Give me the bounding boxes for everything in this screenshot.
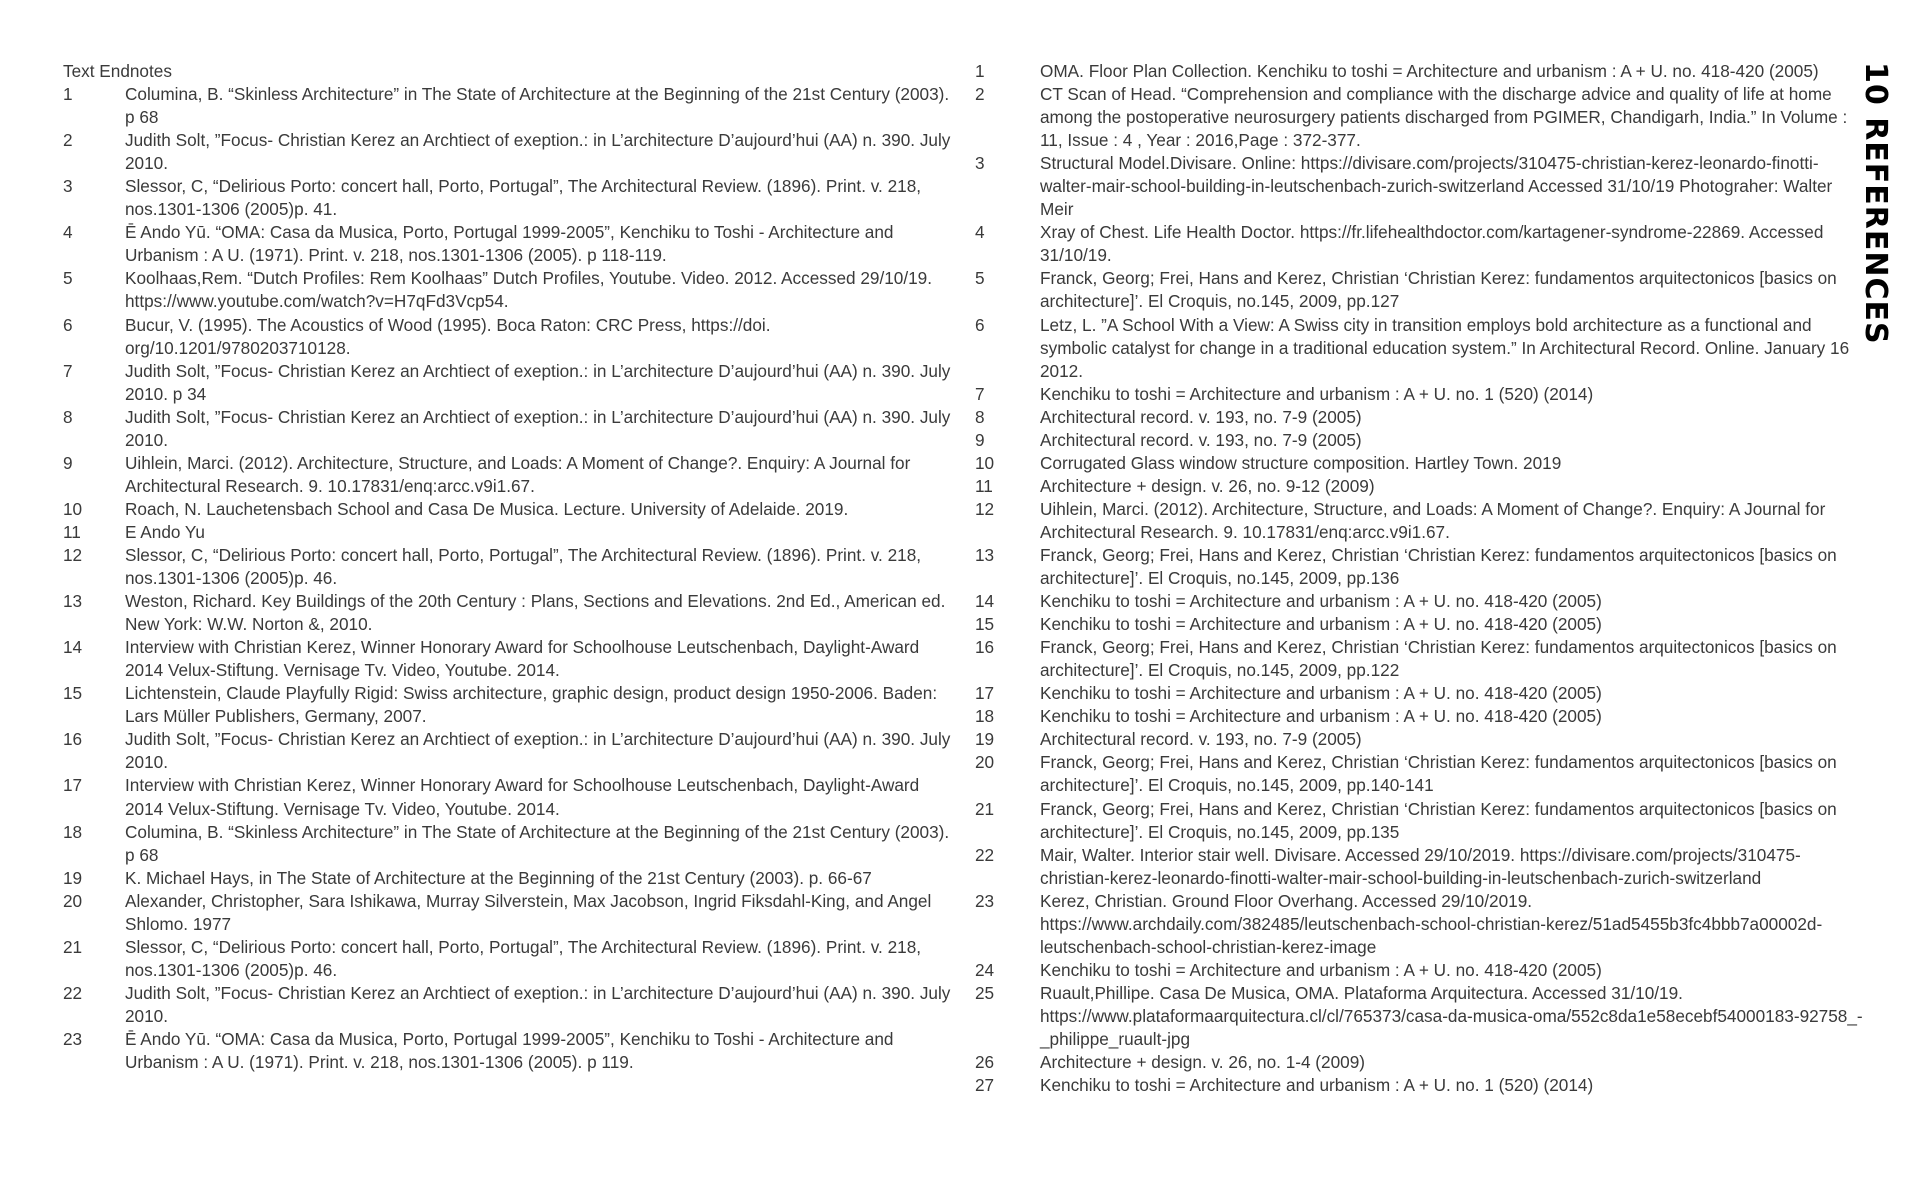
reference-item [975, 429, 1867, 452]
reference-number: 18 [63, 821, 83, 842]
reference-text: Interview with Christian Kerez, Winner Honorary Award for Schoolhouse Leutschenbach, Daylight-Award 2014 Velux-Stiftung. Vernisage Tv. Video, Youtube. 2014. [125, 775, 920, 819]
reference-number: 8 [63, 406, 73, 427]
reference-number: 23 [63, 1028, 83, 1049]
reference-text: Architectural record. v. 193, no. 7-9 (2005) [1040, 729, 1362, 750]
reference-item [63, 452, 953, 498]
reference-number: 3 [63, 176, 73, 197]
reference-item [975, 844, 1867, 890]
reference-text: Kenchiku to toshi = Architecture and urbanism : A + U. no. 418-420 (2005) [1040, 959, 1602, 980]
reference-number: 11 [975, 475, 993, 496]
reference-text: Franck, Georg; Frei, Hans and Kerez, Christian ‘Christian Kerez: fundamentos arquitectonicos [basics on architecture]’. El Croquis, no.145, 2009, pp.140-141 [1040, 752, 1837, 796]
reference-number: 9 [975, 429, 985, 450]
reference-number: 3 [975, 153, 985, 174]
reference-text: Xray of Chest. Life Health Doctor. https://fr.lifehealthdoctor.com/kartagener-syndrome-22869. Accessed 31/10/19. [1040, 222, 1824, 266]
reference-number: 5 [975, 268, 985, 289]
reference-text: Architecture + design. v. 26, no. 1-4 (2009) [1040, 1052, 1365, 1073]
reference-number: 19 [975, 729, 995, 750]
reference-number: 9 [63, 452, 73, 473]
reference-number: 6 [975, 314, 985, 335]
reference-number: 25 [975, 982, 995, 1003]
reference-item [63, 682, 953, 728]
reference-text: Judith Solt, ”Focus- Christian Kerez an Archtiect of exeption.: in L’architecture D’aujourd’hui (AA) n. 390. July 2010. [125, 406, 951, 450]
reference-number: 26 [975, 1052, 995, 1073]
reference-text: Ruault,Phillipe. Casa De Musica, OMA. Plataforma Arquitectura. Accessed 31/10/19. https://www.plataformaarquitectura.cl/cl/765373/casa-da-musica-oma/552c8da1e58ecebf54000183-92758_-_philippe_ruault-jpg [1040, 982, 1863, 1049]
reference-item [63, 175, 953, 221]
reference-text: Kenchiku to toshi = Architecture and urbanism : A + U. no. 418-420 (2005) [1040, 706, 1602, 727]
reference-text: Ē Ando Yū. “OMA: Casa da Musica, Porto, Portugal 1999-2005”, Kenchiku to Toshi - Architecture and Urbanism : A U. (1971). Print. v. 218, nos.1301-1306 (2005). p 119. [125, 1028, 894, 1073]
reference-number: 22 [63, 982, 83, 1003]
reference-number: 1 [63, 84, 73, 105]
reference-item [975, 83, 1867, 152]
reference-item [975, 798, 1867, 844]
reference-item [63, 936, 953, 982]
reference-item [975, 636, 1867, 682]
reference-number: 16 [975, 637, 995, 658]
page-title: 10 REFERENCES [1858, 62, 1893, 345]
text-endnotes-column [63, 60, 953, 1074]
text-endnotes-heading: Text Endnotes [63, 61, 172, 81]
reference-item [63, 636, 953, 682]
reference-item [975, 406, 1867, 429]
reference-text: Weston, Richard. Key Buildings of the 20th Century : Plans, Sections and Elevations. 2nd Ed., American ed. New York: W.W. Norton &, 2010. [125, 591, 946, 635]
reference-item [63, 498, 953, 521]
reference-text: Kenchiku to toshi = Architecture and urbanism : A + U. no. 1 (520) (2014) [1040, 383, 1594, 404]
reference-text: Kenchiku to toshi = Architecture and urbanism : A + U. no. 418-420 (2005) [1040, 591, 1602, 612]
reference-number: 18 [975, 706, 995, 727]
reference-text: Franck, Georg; Frei, Hans and Kerez, Christian ‘Christian Kerez: fundamentos arquitectonicos [basics on architecture]’. El Croquis, no.145, 2009, pp.136 [1040, 544, 1837, 589]
reference-item [63, 821, 953, 867]
reference-text: Judith Solt, ”Focus- Christian Kerez an Archtiect of exeption.: in L’architecture D’aujourd’hui (AA) n. 390. July 2010. p 34 [125, 360, 951, 404]
reference-text: Kenchiku to toshi = Architecture and urbanism : A + U. no. 418-420 (2005) [1040, 614, 1602, 635]
reference-text: Architectural record. v. 193, no. 7-9 (2005) [1040, 429, 1362, 450]
reference-number: 13 [975, 544, 995, 565]
reference-item [975, 1051, 1867, 1074]
reference-number: 10 [975, 452, 995, 473]
reference-text: Judith Solt, ”Focus- Christian Kerez an Archtiect of exeption.: in L’architecture D’aujourd’hui (AA) n. 390. July 2010. [125, 130, 951, 174]
reference-text: Architectural record. v. 193, no. 7-9 (2005) [1040, 406, 1362, 427]
image-references-column [975, 60, 1867, 1097]
reference-number: 21 [975, 798, 995, 819]
reference-number: 4 [975, 222, 985, 243]
reference-number: 14 [975, 591, 995, 612]
reference-item [975, 475, 1867, 498]
reference-item [975, 613, 1867, 636]
reference-text: Kenchiku to toshi = Architecture and urbanism : A + U. no. 1 (520) (2014) [1040, 1075, 1594, 1096]
reference-text: Letz, L. ”A School With a View: A Swiss city in transition employs bold architecture as a functional and symbolic catalyst for change in a traditional education system.” In Architectural Record. Online. January 16 2012. [1040, 314, 1850, 381]
reference-item [63, 890, 953, 936]
reference-text: CT Scan of Head. “Comprehension and compliance with the discharge advice and quality of life at home among the postoperative neurosurgery patients discharged from PGIMER, Chandigarh, India.” In Volume : 11, Issue : 4 , Year : 2016,Page : 372-377. [1040, 84, 1848, 151]
reference-number: 15 [975, 614, 995, 635]
reference-number: 1 [975, 61, 985, 81]
reference-number: 13 [63, 591, 83, 612]
reference-text: Columina, B. “Skinless Architecture” in The State of Architecture at the Beginning of the 21st Century (2003). p 68 [125, 821, 950, 865]
reference-text: Architecture + design. v. 26, no. 9-12 (2009) [1040, 475, 1375, 496]
reference-number: 12 [975, 498, 995, 519]
reference-number: 10 [63, 498, 83, 519]
reference-item [63, 129, 953, 175]
reference-text: Slessor, C, “Delirious Porto: concert hall, Porto, Portugal”, The Architectural Review. (1896). Print. v. 218, nos.1301-1306 (2005)p. 46. [125, 544, 922, 589]
reference-number: 23 [975, 890, 995, 911]
reference-number: 7 [975, 383, 985, 404]
reference-number: 15 [63, 683, 83, 704]
reference-number: 5 [63, 268, 73, 289]
reference-item [975, 728, 1867, 751]
reference-number: 6 [63, 314, 73, 335]
reference-item [975, 705, 1867, 728]
reference-text: K. Michael Hays, in The State of Architecture at the Beginning of the 21st Century (2003). p. 66-67 [125, 867, 872, 888]
reference-item [975, 590, 1867, 613]
reference-text: Bucur, V. (1995). The Acoustics of Wood (1995). Boca Raton: CRC Press, https://doi. org/10.1201/9780203710128. [125, 314, 771, 358]
reference-number: 24 [975, 959, 995, 980]
reference-text: Uihlein, Marci. (2012). Architecture, Structure, and Loads: A Moment of Change?. Enquiry: A Journal for Architectural Research. 9. 10.17831/enq:arcc.v9i1.67. [1040, 498, 1826, 542]
reference-text: Mair, Walter. Interior stair well. Divisare. Accessed 29/10/2019. https://divisare.com/projects/310475-christian-kerez-leonardo-finotti-walter-mair-school-building-in-leutschenbach-zurich-switzerland [1040, 844, 1801, 888]
reference-text: Columina, B. “Skinless Architecture” in The State of Architecture at the Beginning of the 21st Century (2003). p 68 [125, 84, 950, 128]
reference-number: 14 [63, 637, 83, 658]
reference-item [975, 60, 1867, 83]
reference-item [63, 867, 953, 890]
reference-item [63, 406, 953, 452]
reference-number: 17 [63, 775, 83, 796]
reference-item [975, 751, 1867, 797]
reference-number: 12 [63, 544, 83, 565]
reference-number: 2 [63, 130, 73, 151]
reference-item [63, 521, 953, 544]
reference-item [975, 544, 1867, 590]
reference-text: Judith Solt, ”Focus- Christian Kerez an Archtiect of exeption.: in L’architecture D’aujourd’hui (AA) n. 390. July 2010. [125, 982, 951, 1026]
reference-number: 19 [63, 867, 83, 888]
reference-number: 8 [975, 406, 985, 427]
reference-number: 17 [975, 683, 995, 704]
reference-item [63, 982, 953, 1028]
reference-text: Interview with Christian Kerez, Winner Honorary Award for Schoolhouse Leutschenbach, Daylight-Award 2014 Velux-Stiftung. Vernisage Tv. Video, Youtube. 2014. [125, 637, 920, 681]
reference-text: Uihlein, Marci. (2012). Architecture, Structure, and Loads: A Moment of Change?. Enquiry: A Journal for Architectural Research. 9. 10.17831/enq:arcc.v9i1.67. [125, 452, 911, 496]
reference-text: E Ando Yu [125, 521, 205, 542]
reference-text: Slessor, C, “Delirious Porto: concert hall, Porto, Portugal”, The Architectural Review. (1896). Print. v. 218, nos.1301-1306 (2005)p. 46. [125, 936, 922, 980]
reference-text: Structural Model.Divisare. Online: https://divisare.com/projects/310475-christian-kerez-leonardo-finotti-walter-mair-school-building-in-leutschenbach-zurich-switzerland Accessed 31/10/19 Photograher: Walter Meir [1040, 153, 1833, 220]
reference-number: 20 [975, 752, 995, 773]
reference-number: 2 [975, 84, 985, 105]
reference-text: Judith Solt, ”Focus- Christian Kerez an Archtiect of exeption.: in L’architecture D’aujourd’hui (AA) n. 390. July 2010. [125, 729, 951, 773]
reference-text: Franck, Georg; Frei, Hans and Kerez, Christian ‘Christian Kerez: fundamentos arquitectonicos [basics on architecture]’. El Croquis, no.145, 2009, pp.135 [1040, 798, 1837, 842]
reference-text: Kenchiku to toshi = Architecture and urbanism : A + U. no. 418-420 (2005) [1040, 683, 1602, 704]
reference-text: Ē Ando Yū. “OMA: Casa da Musica, Porto, Portugal 1999-2005”, Kenchiku to Toshi - Architecture and Urbanism : A U. (1971). Print. v. 218, nos.1301-1306 (2005). p 118-119. [125, 222, 894, 266]
reference-item [63, 774, 953, 820]
reference-item [63, 590, 953, 636]
reference-text: OMA. Floor Plan Collection. Kenchiku to toshi = Architecture and urbanism : A + U. no. 418-420 (2005) [1040, 61, 1819, 81]
reference-item [63, 544, 953, 590]
reference-text: Lichtenstein, Claude Playfully Rigid: Swiss architecture, graphic design, product design 1950-2006. Baden: Lars Müller Publishers, Germany, 2007. [125, 683, 938, 727]
reference-item [975, 383, 1867, 406]
reference-text: Kerez, Christian. Ground Floor Overhang. Accessed 29/10/2019. https://www.archdaily.com/382485/leutschenbach-school-christian-kerez/51ad5455b3fc4bbb7a00002d-leutschenbach-school-christian-kerez-image [1040, 890, 1823, 957]
reference-number: 20 [63, 890, 83, 911]
text-endnotes-list [63, 83, 953, 1074]
reference-item [975, 682, 1867, 705]
reference-number: 11 [63, 521, 81, 542]
reference-item [63, 221, 953, 267]
reference-number: 7 [63, 360, 73, 381]
reference-text: Franck, Georg; Frei, Hans and Kerez, Christian ‘Christian Kerez: fundamentos arquitectonicos [basics on architecture]’. El Croquis, no.145, 2009, pp.127 [1040, 268, 1837, 312]
reference-number: 16 [63, 729, 83, 750]
reference-item [975, 1074, 1867, 1097]
reference-item [63, 728, 953, 774]
reference-text: Koolhaas,Rem. “Dutch Profiles: Rem Koolhaas” Dutch Profiles, Youtube. Video. 2012. Accessed 29/10/19. https://www.youtube.com/watch?v=H7qFd3Vcp54. [125, 268, 933, 312]
reference-item [975, 152, 1867, 221]
reference-item [63, 360, 953, 406]
reference-item [63, 314, 953, 360]
reference-item [63, 267, 953, 313]
reference-item [975, 452, 1867, 475]
reference-number: 27 [975, 1075, 995, 1096]
reference-text: Corrugated Glass window structure composition. Hartley Town. 2019 [1040, 452, 1562, 473]
reference-number: 22 [975, 844, 995, 865]
reference-item [975, 498, 1867, 544]
reference-text: Slessor, C, “Delirious Porto: concert hall, Porto, Portugal”, The Architectural Review. (1896). Print. v. 218, nos.1301-1306 (2005)p. 41. [125, 176, 922, 220]
reference-number: 21 [63, 936, 83, 957]
reference-item [63, 83, 953, 129]
reference-text: Franck, Georg; Frei, Hans and Kerez, Christian ‘Christian Kerez: fundamentos arquitectonicos [basics on architecture]’. El Croquis, no.145, 2009, pp.122 [1040, 637, 1837, 681]
reference-item [975, 267, 1867, 313]
reference-item [975, 982, 1867, 1051]
reference-item [975, 221, 1867, 267]
reference-item [975, 314, 1867, 383]
reference-text: Alexander, Christopher, Sara Ishikawa, Murray Silverstein, Max Jacobson, Ingrid Fiksdahl-King, and Angel Shlomo. 1977 [125, 890, 932, 934]
reference-item [975, 890, 1867, 959]
reference-item [63, 1028, 953, 1074]
reference-number: 4 [63, 222, 73, 243]
reference-item [975, 959, 1867, 982]
reference-text: Roach, N. Lauchetensbach School and Casa De Musica. Lecture. University of Adelaide. 2019. [125, 498, 849, 519]
image-references-list [975, 60, 1867, 1097]
